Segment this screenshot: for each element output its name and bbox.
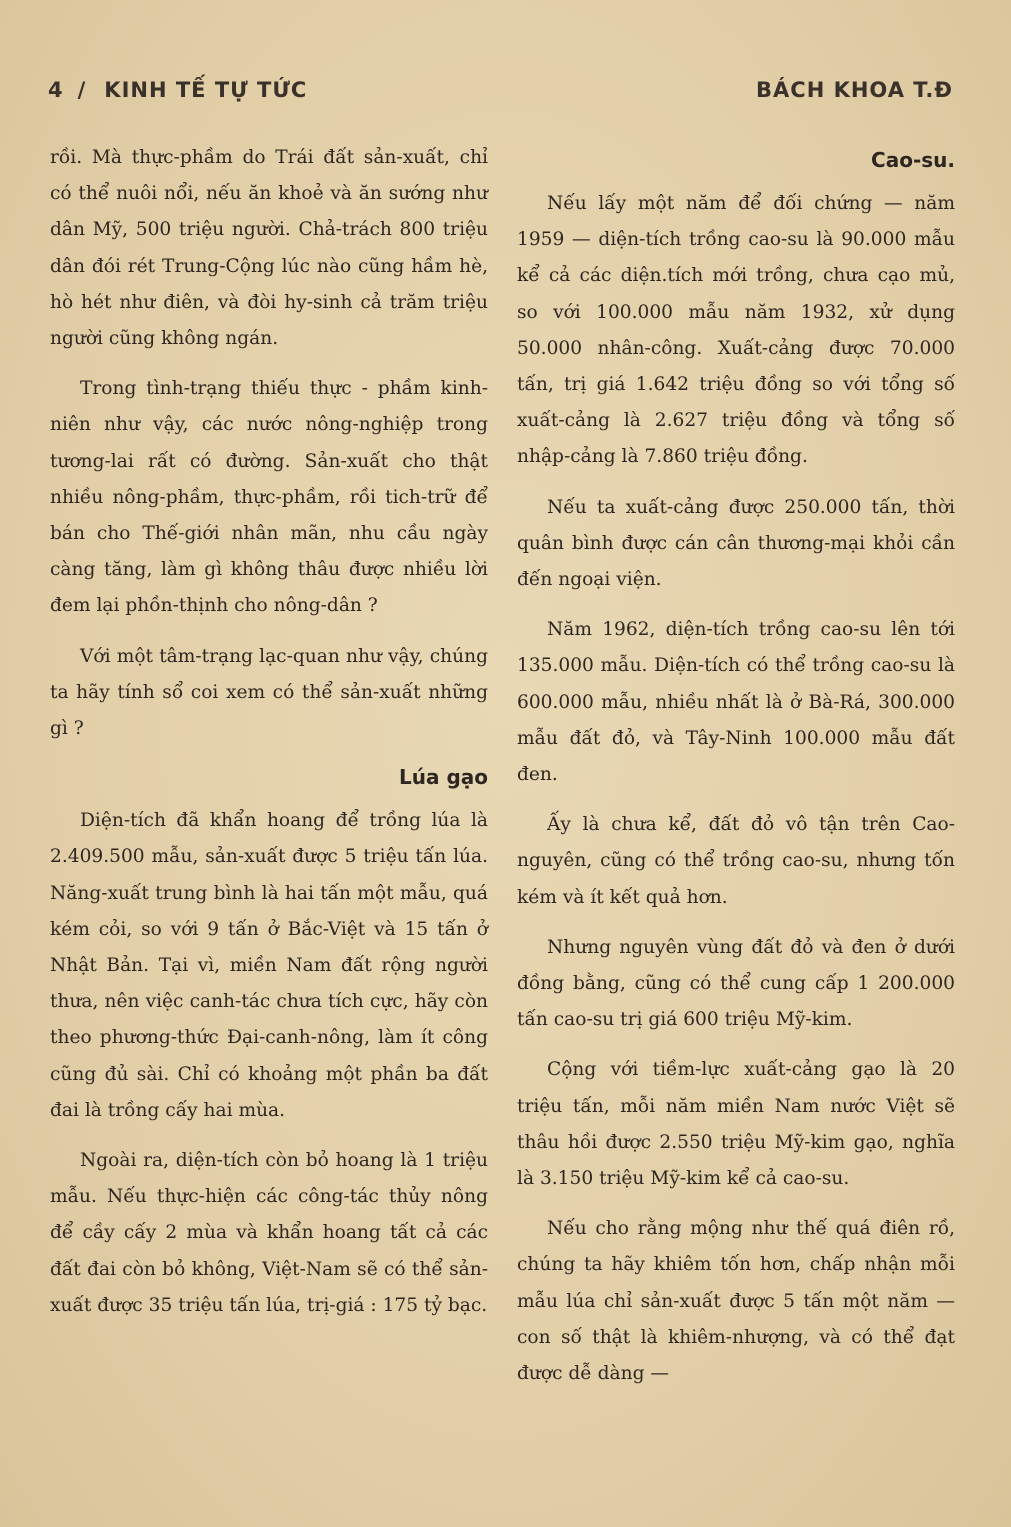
paragraph: Năm 1962, diện-tích trồng cao-su lên tới 135.000 mẫu. Diện-tích có thể trồng cao-su là 600.000 mẫu, nhiều nhất là ở Bà-Rá, 300.000 mẫu đất đỏ, và Tây-Ninh 100.000 mẫu đất đen.	[517, 619, 955, 786]
right-column	[517, 140, 955, 1406]
paragraph: Trong tình-trạng thiếu thực - phầm kinh-niên như vậy, các nước nông-nghiệp trong tương-lai rất có đường. Sản-xuất cho thật nhiều nông-phầm, thực-phầm, rồi tich-trữ để bán cho Thế-giới nhân mãn, nhu cầu ngày càng tăng, làm gì không thâu được nhiều lời đem lại phồn-thịnh cho nông-dân ?	[50, 378, 488, 617]
page-header	[48, 78, 953, 114]
section-heading-rubber: Cao-su.	[871, 148, 955, 172]
header-left	[48, 78, 307, 102]
paragraph: rồi. Mà thực-phầm do Trái đất sản-xuất, chỉ có thể nuôi nổi, nếu ăn khoẻ và ăn sướng như dân Mỹ, 500 triệu người. Chả-trách 800 triệu dân đói rét Trung-Cộng lúc nào cũng hầm hè, hò hét như điên, và đòi hy-sinh cả trăm triệu người cũng không ngán.	[50, 147, 488, 350]
paragraph: Cộng với tiềm-lực xuất-cảng gạo là 20 triệu tấn, mỗi năm miền Nam nước Việt sẽ thâu hồi được 2.550 triệu Mỹ-kim gạo, nghĩa là 3.150 triệu Mỹ-kim kể cả cao-su.	[517, 1059, 955, 1190]
paragraph: Ngoài ra, diện-tích còn bỏ hoang là 1 triệu mẫu. Nếu thực-hiện các công-tác thủy nông để cầy cấy 2 mùa và khẩn hoang tất cả các đất đai còn bỏ không, Việt-Nam sẽ có thể sản-xuất được 35 triệu tấn lúa, trị-giá : 175 tỷ bạc.	[50, 1150, 488, 1316]
magazine-title: BÁCH KHOA T.Đ	[756, 78, 953, 102]
paragraph: Nếu lấy một năm để đối chứng — năm 1959 — diện-tích trồng cao-su là 90.000 mẫu kể cả các diện.tích mới trồng, chưa cạo mủ, so với 100.000 mẫu năm 1932, xử dụng 50.000 nhân-công. Xuất-cảng được 70.000 tấn, trị giá 1.642 triệu đồng so với tổng số xuất-cảng là 2.627 triệu đồng và tổng số nhập-cảng là 7.860 triệu đồng.	[517, 193, 955, 468]
header-separator: /	[77, 78, 87, 102]
left-column	[50, 140, 488, 1338]
paragraph: Nếu ta xuất-cảng được 250.000 tấn, thời quân bình được cán cân thương-mại khỏi cần đến ngoại viện.	[517, 496, 955, 591]
paragraph: Ấy là chưa kể, đất đỏ vô tận trên Cao-nguyên, cũng có thể trồng cao-su, nhưng tốn kém và ít kết quả hơn.	[517, 814, 955, 908]
paragraph: Với một tâm-trạng lạc-quan như vậy, chúng ta hãy tính sổ coi xem có thể sản-xuất những gì ?	[50, 645, 488, 740]
paragraph: Nhưng nguyên vùng đất đỏ và đen ở dưới đồng bằng, cũng có thể cung cấp 1 200.000 tấn cao-su trị giá 600 triệu Mỹ-kim.	[517, 936, 955, 1031]
section-title: KINH TẾ TỰ TỨC	[104, 78, 308, 102]
paragraph: Nếu cho rằng mộng như thế quá điên rồ, chúng ta hãy khiêm tốn hơn, chấp nhận mỗi mẫu lúa chỉ sản-xuất được 5 tấn một năm — con số thật là khiêm-nhượng, và có thể đạt được dễ dàng —	[517, 1218, 955, 1385]
section-heading-rice: Lúa gạo	[399, 765, 488, 790]
page-number: 4	[48, 78, 64, 102]
paragraph: Diện-tích đã khẩn hoang để trồng lúa là 2.409.500 mẫu, sản-xuất được 5 triệu tấn lúa. Năng-xuất trung bình là hai tấn một mẫu, quá kém cỏi, so với 9 tấn ở Bắc-Việt và 15 tấn ở Nhật Bản. Tại vì, miền Nam đất rộng người thưa, nên việc canh-tác chưa tích cực, hãy còn theo phương-thức Đại-canh-nông, làm ít công cũng đủ sài. Chỉ có khoảng một phần ba đất đai là trồng cấy hai mùa.	[50, 810, 488, 1121]
